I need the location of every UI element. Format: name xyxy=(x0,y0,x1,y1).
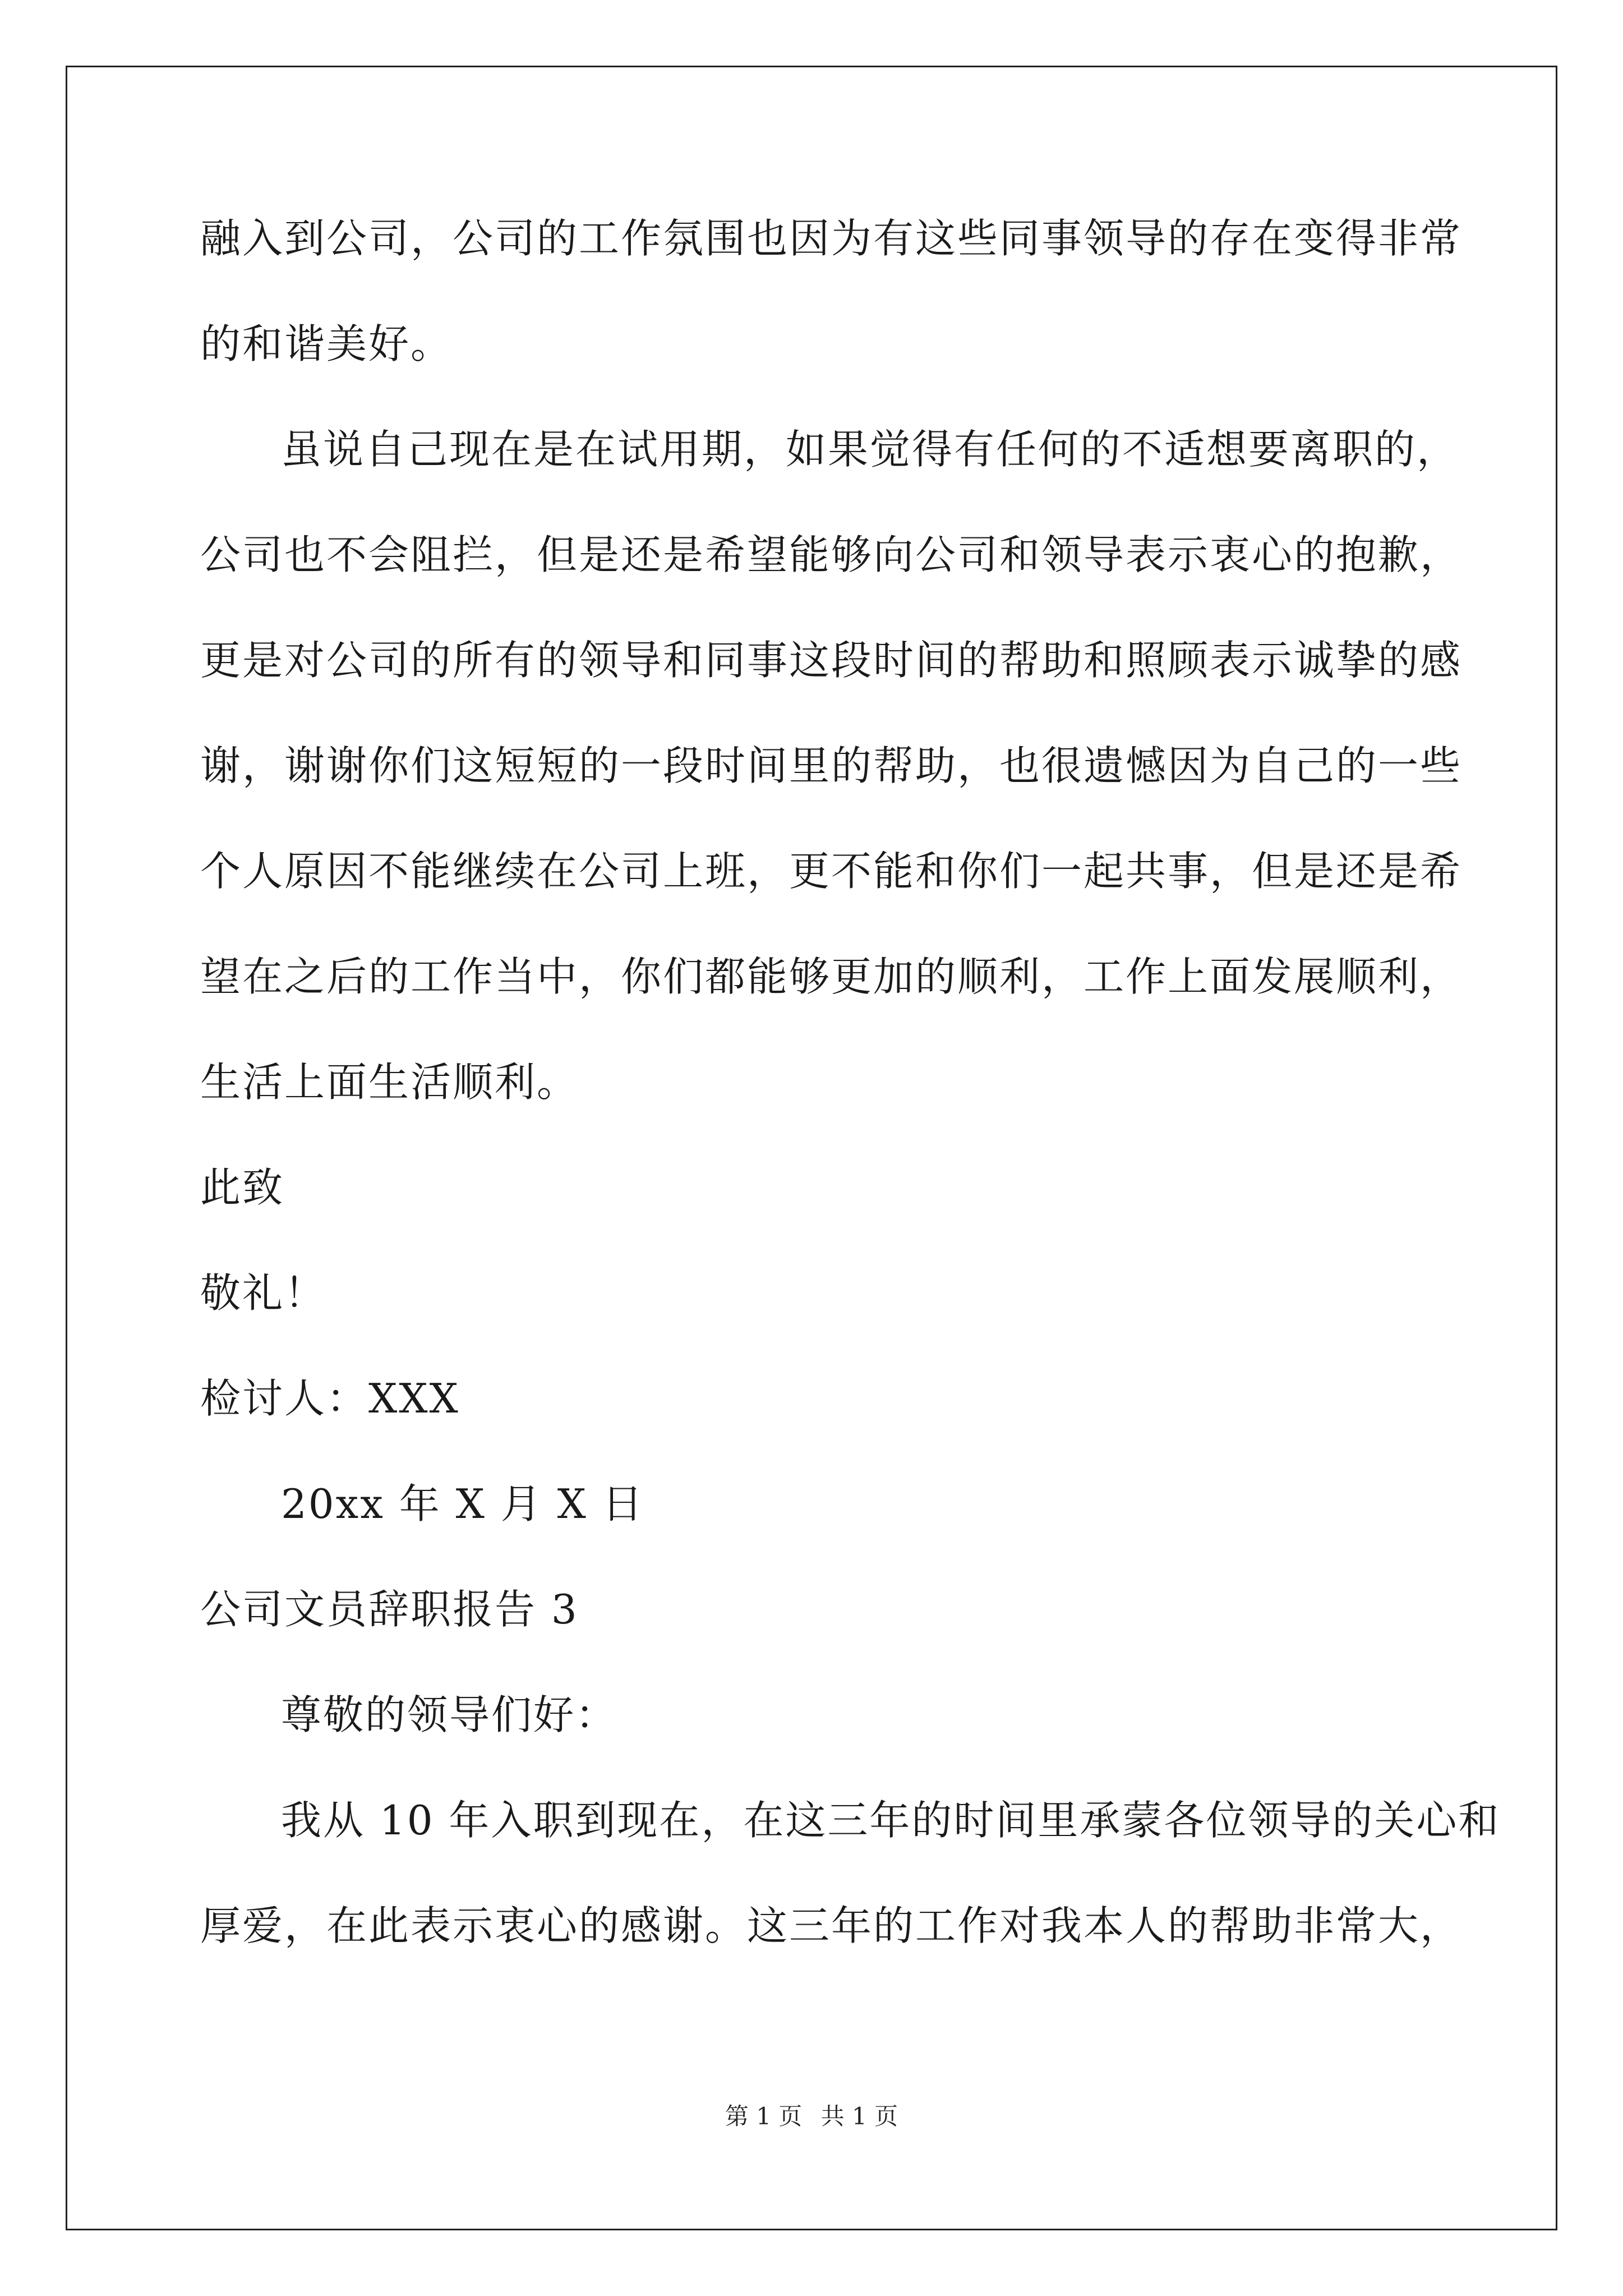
closing-line: 此致 xyxy=(200,1164,285,1211)
greeting-line: 尊敬的领导们好： xyxy=(281,1691,618,1738)
paragraph-line: 公司也不会阻拦，但是还是希望能够向公司和领导表示衷心的抱歉， xyxy=(200,531,1463,578)
page-number: 第 1 页 xyxy=(725,2102,803,2130)
salutation-line: 敬礼！ xyxy=(200,1269,327,1317)
paragraph-line: 谢，谢谢你们这短短的一段时间里的帮助，也很遗憾因为自己的一些 xyxy=(200,742,1463,789)
paragraph-line: 个人原因不能继续在公司上班，更不能和你们一起共事，但是还是希 xyxy=(200,848,1463,895)
page-footer xyxy=(0,2098,1623,2132)
page-total: 共 1 页 xyxy=(820,2102,898,2130)
paragraph-line: 厚爱，在此表示衷心的感谢。这三年的工作对我本人的帮助非常大， xyxy=(200,1902,1463,1949)
date-line: 20xx 年 X 月 X 日 xyxy=(281,1480,644,1527)
paragraph-line: 更是对公司的所有的领导和同事这段时间的帮助和照顾表示诚挚的感 xyxy=(200,637,1463,684)
paragraph-line: 融入到公司，公司的工作氛围也因为有这些同事领导的存在变得非常 xyxy=(200,215,1463,262)
paragraph-line: 望在之后的工作当中，你们都能够更加的顺利，工作上面发展顺利， xyxy=(200,953,1463,1000)
paragraph-line: 我从 10 年入职到现在，在这三年的时间里承蒙各位领导的关心和 xyxy=(281,1797,1501,1844)
paragraph-line: 生活上面生活顺利。 xyxy=(200,1059,579,1106)
signature-line: 检讨人：XXX xyxy=(200,1375,460,1422)
section-title: 公司文员辞职报告 3 xyxy=(200,1586,579,1633)
paragraph-line: 虽说自己现在是在试用期，如果觉得有任何的不适想要离职的， xyxy=(281,426,1459,473)
paragraph-line: 的和谐美好。 xyxy=(200,320,453,367)
